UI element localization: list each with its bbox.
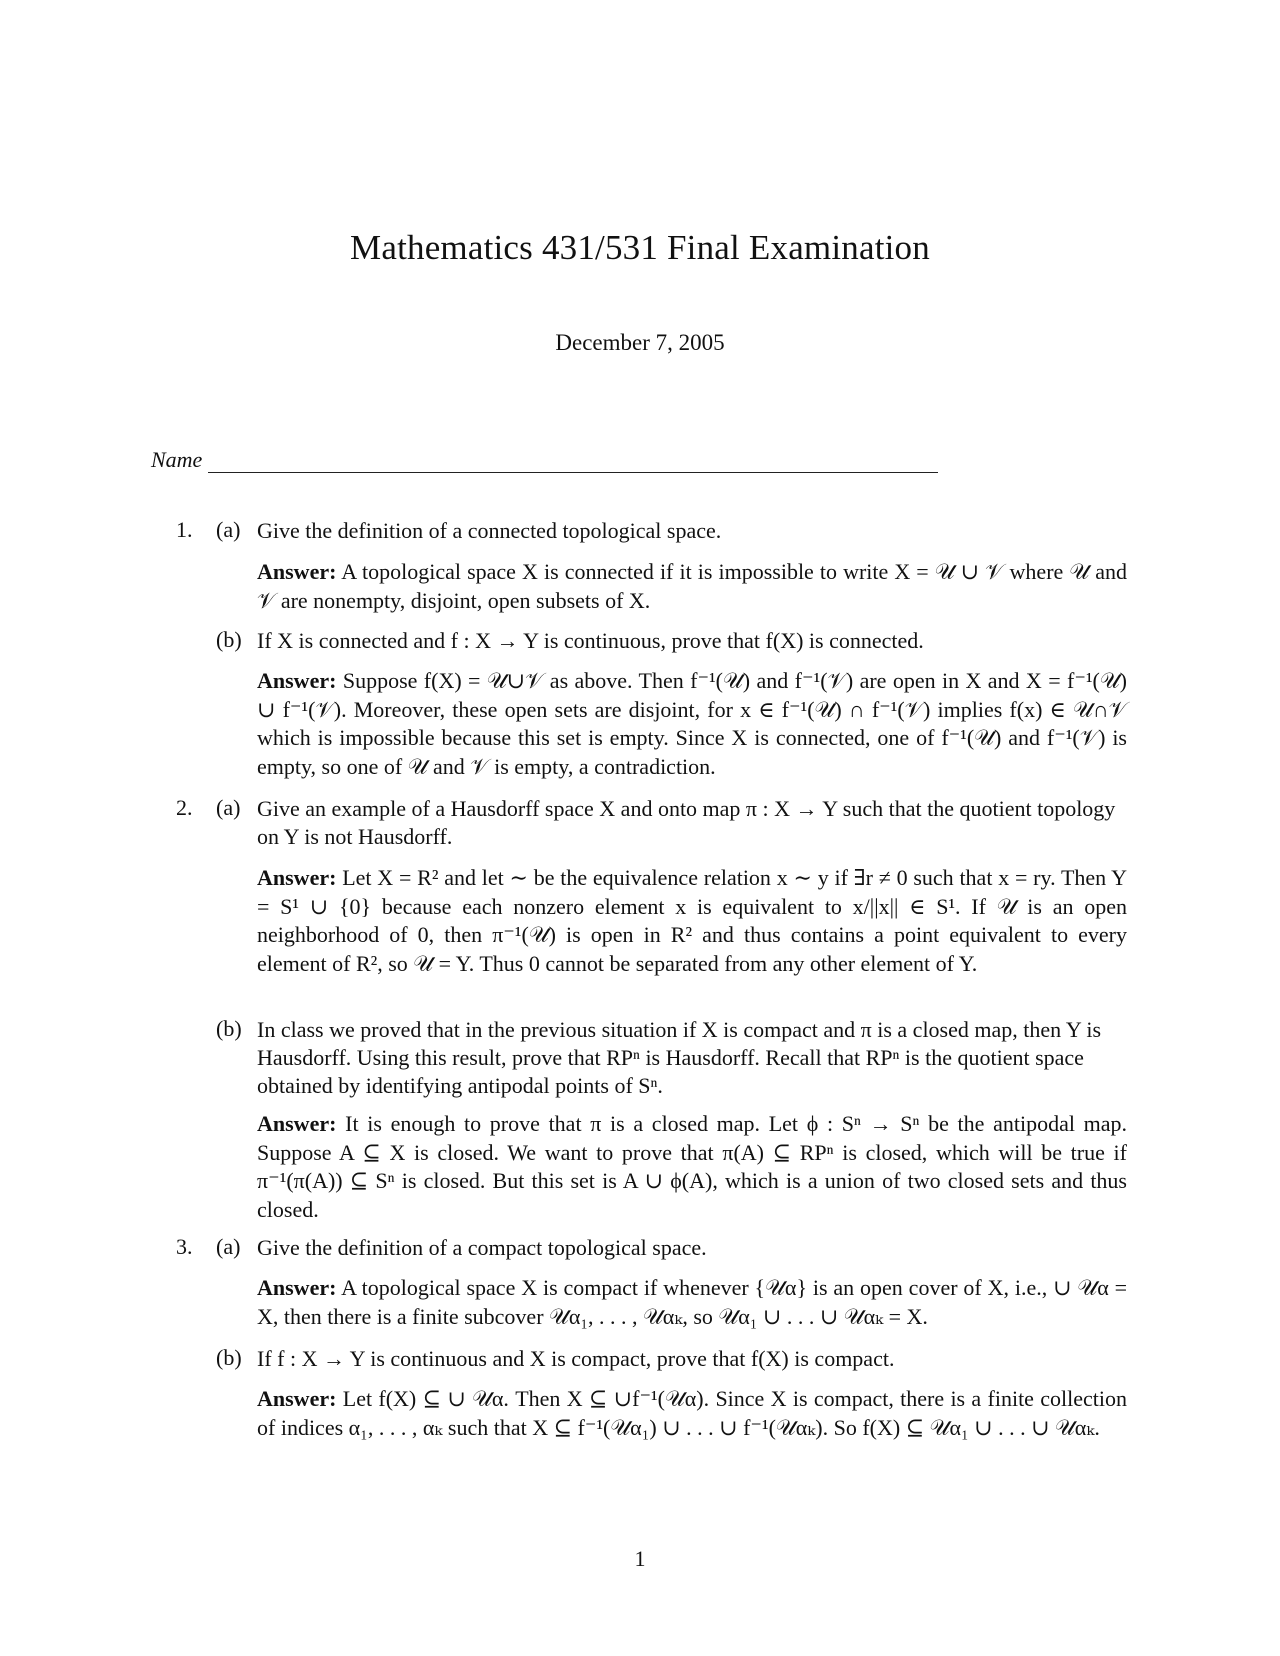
question-text: Give an example of a Hausdorff space X and onto map π : X → Y such that the quotient topology on Y is not Hausdorff. [257, 796, 1116, 849]
part-label: (b) [216, 627, 242, 652]
question-text: If X is connected and f : X → Y is continuous, prove that f(X) is connected. [257, 628, 924, 653]
question-text: Give the definition of a compact topological space. [257, 1235, 707, 1260]
name-blank-line [208, 452, 938, 473]
answer-block [257, 558, 1127, 615]
answer-label: Answer: [257, 668, 337, 693]
name-label: Name [151, 447, 203, 472]
answer-text: Let X = R² and let ∼ be the equivalence relation x ∼ y if ∃r ≠ 0 such that x = ry. Then Y = S¹ ∪ {0} because each nonzero element x is equivalent to x/||x|| ∈ S¹. If 𝒰 is an open neighborhood of 0, then π⁻¹(𝒰) is open in R² and thus contains a point equivalent to every element of R², so 𝒰 = Y. Thus 0 cannot be separated from any other element of Y. [257, 865, 1128, 976]
answer-label: Answer: [257, 1275, 337, 1300]
question-text: Give the definition of a connected topological space. [257, 518, 722, 543]
answer-block [257, 1385, 1127, 1442]
part-label: (a) [216, 1234, 241, 1259]
answer-text: Suppose f(X) = 𝒰∪𝒱 as above. Then f⁻¹(𝒰) and f⁻¹(𝒱) are open in X and X = f⁻¹(𝒰) ∪ f⁻¹(𝒱). Moreover, these open sets are disjoint, for x ∈ f⁻¹(𝒰) ∩ f⁻¹(𝒱) implies f(x) ∈ 𝒰∩𝒱 which is impossible because this set is empty. Since X is connected, one of f⁻¹(𝒰) and f⁻¹(𝒱) is empty, so one of 𝒰 and 𝒱 is empty, a contradiction. [257, 668, 1127, 779]
question-number: 1. [176, 517, 193, 542]
answer-label: Answer: [257, 865, 337, 890]
part-label: (a) [216, 517, 241, 542]
answer-label: Answer: [257, 559, 337, 584]
answer-label: Answer: [257, 1386, 337, 1411]
part-label: (a) [216, 795, 241, 820]
question-text: In class we proved that in the previous situation if X is compact and π is a closed map, then Y is Hausdorff. Using this result, prove that RPⁿ is Hausdorff. Recall that RPⁿ is the quotient space obtained by identifying antipodal points of Sⁿ. [257, 1017, 1102, 1098]
answer-label: Answer: [257, 1111, 337, 1136]
answer-block [257, 1110, 1127, 1224]
part-label: (b) [216, 1016, 242, 1041]
exam-date: December 7, 2005 [555, 330, 725, 355]
answer-block [257, 1274, 1127, 1331]
answer-text: A topological space X is connected if it is impossible to write X = 𝒰 ∪ 𝒱 where 𝒰 and 𝒱 are nonempty, disjoint, open subsets of X. [257, 559, 1127, 613]
answer-block [257, 667, 1127, 781]
question-number: 2. [176, 795, 193, 820]
question-number: 3. [176, 1234, 193, 1259]
part-label: (b) [216, 1345, 242, 1370]
answer-text: Let f(X) ⊆ ∪ 𝒰α. Then X ⊆ ∪f⁻¹(𝒰α). Since X is compact, there is a finite collection of indices α₁, . . . , αₖ such that X ⊆ f⁻¹(𝒰α₁) ∪ . . . ∪ f⁻¹(𝒰αₖ). So f(X) ⊆ 𝒰α₁ ∪ . . . ∪ 𝒰αₖ. [257, 1386, 1128, 1440]
page-number: 1 [634, 1546, 646, 1571]
answer-text: It is enough to prove that π is a closed map. Let ϕ : Sⁿ → Sⁿ be the antipodal map. Suppose A ⊆ X is closed. We want to prove that π(A) ⊆ RPⁿ is closed, which will be true if π⁻¹(π(A)) ⊆ Sⁿ is closed. But this set is A ∪ ϕ(A), which is a union of two closed sets and thus closed. [257, 1111, 1128, 1222]
name-field-row [151, 447, 938, 473]
page-title: Mathematics 431/531 Final Examination [350, 228, 930, 267]
question-text: If f : X → Y is continuous and X is compact, prove that f(X) is compact. [257, 1346, 895, 1371]
answer-text: A topological space X is compact if whenever {𝒰α} is an open cover of X, i.e., ∪ 𝒰α = X, then there is a finite subcover 𝒰α₁, . . . , 𝒰αₖ, so 𝒰α₁ ∪ . . . ∪ 𝒰αₖ = X. [257, 1275, 1127, 1329]
answer-block [257, 864, 1127, 978]
